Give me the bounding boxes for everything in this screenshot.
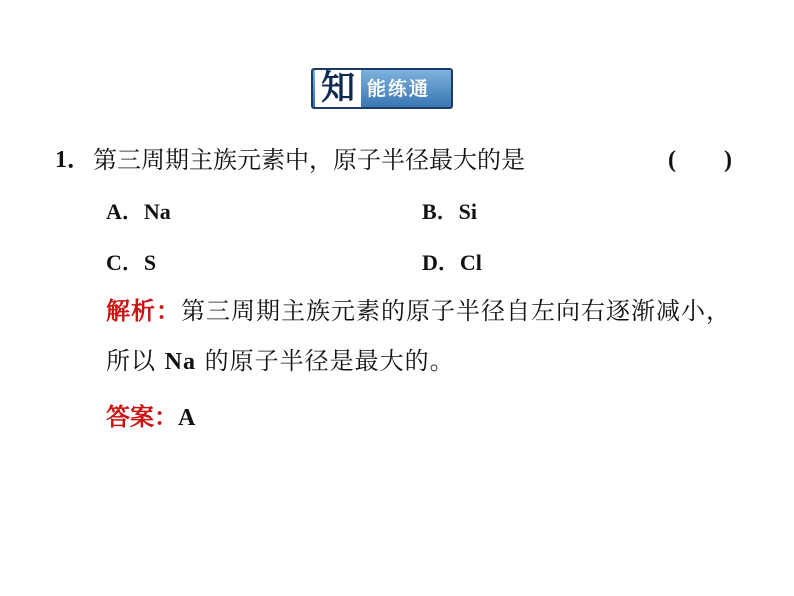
answer-blank: ( )	[668, 147, 732, 173]
answer-line	[106, 402, 195, 433]
analysis-element: Na	[164, 349, 196, 375]
question-number: 1．	[55, 147, 91, 173]
analysis-text-2-post: 的原子半径是最大的。	[204, 347, 455, 375]
badge-title: 能练通	[367, 78, 431, 100]
analysis-text-2-pre: 所以	[106, 347, 156, 375]
analysis-text-1: 第三周期主族元素的原子半径自左向右逐渐减小，	[181, 297, 731, 325]
option-a: A．Na	[106, 199, 171, 224]
answer-label: 答案：	[106, 402, 178, 431]
option-c: C．S	[106, 250, 157, 275]
analysis-line-1	[106, 296, 731, 326]
answer-value: A	[178, 405, 196, 431]
option-b: B．Si	[422, 199, 478, 224]
question-text: 第三周期主族元素中，原子半径最大的是	[93, 146, 525, 174]
analysis-label: 解析：	[106, 296, 181, 325]
analysis-line-2	[106, 346, 455, 377]
section-badge	[311, 68, 453, 109]
option-d: D．Cl	[422, 250, 482, 275]
badge-first-char: 知	[315, 70, 361, 107]
